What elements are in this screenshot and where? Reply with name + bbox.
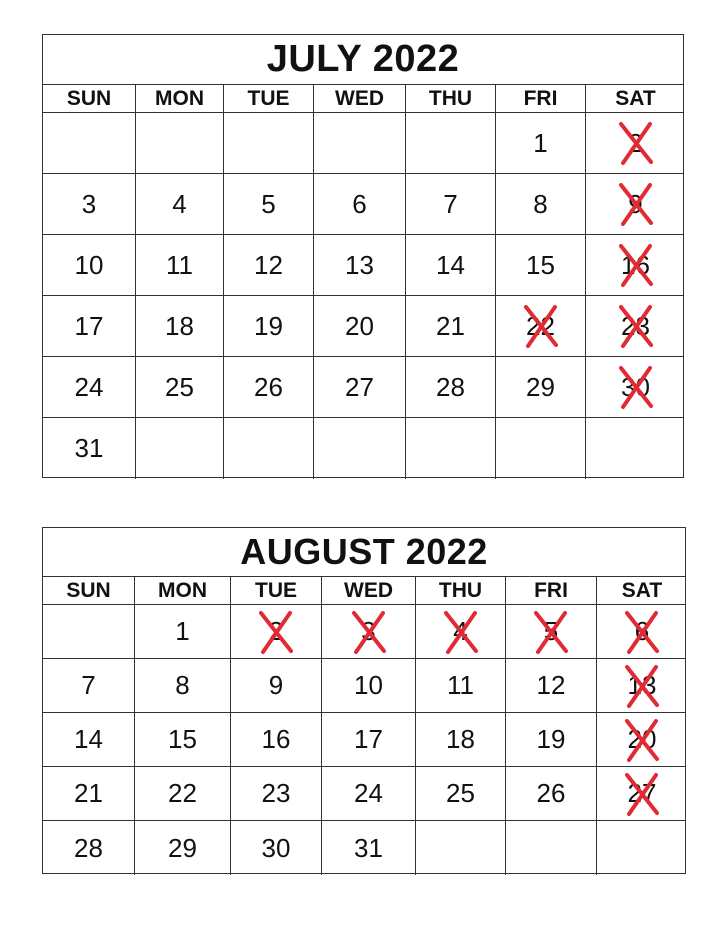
day-cell-30 xyxy=(586,357,685,417)
day-number: 27 xyxy=(627,778,657,808)
red-x-icon xyxy=(532,610,570,654)
weekday-tue: TUE xyxy=(231,577,322,604)
weekday-fri: FRI xyxy=(496,85,586,112)
day-cell-5 xyxy=(506,605,597,658)
day-number: 4 xyxy=(172,188,187,219)
day-cell-15 xyxy=(496,235,586,295)
day-cell-20 xyxy=(597,713,687,766)
day-number: 9 xyxy=(268,670,284,700)
day-cell-4 xyxy=(416,605,506,658)
day-cell-6 xyxy=(314,174,406,234)
day-cell-19 xyxy=(224,296,314,356)
red-x-icon xyxy=(623,772,661,816)
day-cell-3 xyxy=(43,174,136,234)
day-cell-21 xyxy=(43,767,135,820)
day-cell-18 xyxy=(416,713,506,766)
day-number: 31 xyxy=(354,832,383,863)
calendar-august xyxy=(42,527,686,874)
day-number: 10 xyxy=(354,670,383,700)
red-x-icon xyxy=(617,121,655,165)
day-number: 20 xyxy=(345,310,374,341)
day-cell-20 xyxy=(314,296,406,356)
week-row xyxy=(43,418,683,479)
day-number: 14 xyxy=(74,724,103,754)
day-number: 13 xyxy=(627,670,657,700)
day-number: 15 xyxy=(168,724,197,754)
weekday-fri: FRI xyxy=(506,577,597,604)
empty-day-cell xyxy=(43,605,135,658)
day-number: 15 xyxy=(526,249,555,280)
day-number: 7 xyxy=(81,670,96,700)
day-cell-12 xyxy=(506,659,597,712)
day-number: 17 xyxy=(354,724,383,754)
empty-day-cell xyxy=(43,113,136,173)
day-number: 25 xyxy=(446,778,475,808)
day-cell-8 xyxy=(135,659,231,712)
day-cell-11 xyxy=(136,235,224,295)
weekday-thu: THU xyxy=(406,85,496,112)
day-cell-23 xyxy=(231,767,322,820)
day-cell-22 xyxy=(135,767,231,820)
day-number: 1 xyxy=(175,616,190,646)
week-row xyxy=(43,235,683,296)
day-cell-31 xyxy=(43,418,136,479)
day-number: 21 xyxy=(74,778,103,808)
day-cell-13 xyxy=(314,235,406,295)
day-number: 29 xyxy=(526,371,555,402)
day-number: 2 xyxy=(628,127,643,158)
day-cell-27 xyxy=(597,767,687,820)
day-cell-15 xyxy=(135,713,231,766)
red-x-icon xyxy=(617,304,655,348)
day-cell-24 xyxy=(322,767,416,820)
day-number: 30 xyxy=(261,832,291,863)
day-cell-14 xyxy=(43,713,135,766)
day-number: 8 xyxy=(533,188,548,219)
weekday-mon: MON xyxy=(135,577,231,604)
week-row xyxy=(43,113,683,174)
day-number: 16 xyxy=(621,249,650,280)
day-number: 26 xyxy=(254,371,283,402)
day-number: 24 xyxy=(74,371,104,402)
red-x-icon xyxy=(623,610,661,654)
empty-day-cell xyxy=(406,418,496,479)
day-cell-2 xyxy=(586,113,685,173)
week-row xyxy=(43,174,683,235)
empty-day-cell xyxy=(314,113,406,173)
day-cell-21 xyxy=(406,296,496,356)
day-cell-2 xyxy=(231,605,322,658)
day-number: 7 xyxy=(443,188,458,219)
day-number: 18 xyxy=(446,724,475,754)
week-row xyxy=(43,713,685,767)
day-cell-28 xyxy=(406,357,496,417)
day-cell-26 xyxy=(506,767,597,820)
empty-day-cell xyxy=(224,418,314,479)
day-number: 29 xyxy=(168,832,197,863)
red-x-icon xyxy=(623,664,661,708)
day-number: 21 xyxy=(436,310,465,341)
day-number: 13 xyxy=(345,249,374,280)
day-cell-19 xyxy=(506,713,597,766)
red-x-icon xyxy=(617,182,655,226)
day-number: 25 xyxy=(165,371,194,402)
red-x-icon xyxy=(617,243,655,287)
weekday-header-row xyxy=(43,577,685,605)
day-number: 18 xyxy=(165,310,194,341)
week-row xyxy=(43,605,685,659)
day-cell-10 xyxy=(322,659,416,712)
weekday-sat: SAT xyxy=(615,86,656,110)
red-x-icon xyxy=(257,610,295,654)
day-cell-10 xyxy=(43,235,136,295)
day-number: 12 xyxy=(254,249,283,280)
day-cell-14 xyxy=(406,235,496,295)
empty-day-cell xyxy=(136,418,224,479)
week-row xyxy=(43,821,685,875)
day-cell-3 xyxy=(322,605,416,658)
red-x-icon xyxy=(350,610,388,654)
day-number: 23 xyxy=(261,778,291,808)
day-cell-8 xyxy=(496,174,586,234)
day-cell-25 xyxy=(136,357,224,417)
day-cell-17 xyxy=(322,713,416,766)
day-number: 11 xyxy=(166,249,193,280)
weekday-mon: MON xyxy=(136,85,224,112)
day-number: 2 xyxy=(268,616,284,646)
day-number: 19 xyxy=(254,310,283,341)
calendar-july xyxy=(42,34,684,478)
day-cell-1 xyxy=(496,113,586,173)
day-grid xyxy=(43,113,683,477)
week-row xyxy=(43,767,685,821)
empty-day-cell xyxy=(406,113,496,173)
empty-day-cell xyxy=(136,113,224,173)
day-cell-9 xyxy=(586,174,685,234)
day-number: 11 xyxy=(447,670,474,700)
day-number: 28 xyxy=(436,371,465,402)
day-cell-16 xyxy=(231,713,322,766)
day-number: 17 xyxy=(74,310,104,341)
day-cell-25 xyxy=(416,767,506,820)
day-grid xyxy=(43,605,685,873)
day-cell-22 xyxy=(496,296,586,356)
day-cell-11 xyxy=(416,659,506,712)
day-number: 23 xyxy=(621,310,650,341)
day-cell-12 xyxy=(224,235,314,295)
weekday-wed: WED xyxy=(322,577,416,604)
day-number: 5 xyxy=(261,188,276,219)
day-number: 28 xyxy=(74,832,103,863)
weekday-tue: TUE xyxy=(224,85,314,112)
day-cell-4 xyxy=(136,174,224,234)
day-number: 12 xyxy=(536,670,566,700)
empty-day-cell xyxy=(506,821,597,875)
day-cell-30 xyxy=(231,821,322,875)
day-number: 3 xyxy=(361,616,376,646)
day-cell-26 xyxy=(224,357,314,417)
day-number: 24 xyxy=(354,778,383,808)
day-cell-9 xyxy=(231,659,322,712)
day-cell-13 xyxy=(597,659,687,712)
weekday-sun: SUN xyxy=(43,577,135,604)
day-number: 14 xyxy=(436,249,465,280)
day-number: 4 xyxy=(453,616,468,646)
red-x-icon xyxy=(623,718,661,762)
weekday-sun: SUN xyxy=(43,85,136,112)
red-x-icon xyxy=(617,365,655,409)
day-cell-28 xyxy=(43,821,135,875)
day-cell-23 xyxy=(586,296,685,356)
day-number: 8 xyxy=(175,670,190,700)
day-cell-1 xyxy=(135,605,231,658)
day-cell-5 xyxy=(224,174,314,234)
day-number: 27 xyxy=(345,371,374,402)
day-cell-29 xyxy=(135,821,231,875)
day-number: 1 xyxy=(533,127,548,158)
day-cell-17 xyxy=(43,296,136,356)
day-number: 30 xyxy=(621,371,650,402)
day-cell-6 xyxy=(597,605,687,658)
week-row xyxy=(43,357,683,418)
day-number: 6 xyxy=(352,188,367,219)
weekday-wed: WED xyxy=(314,85,406,112)
empty-day-cell xyxy=(496,418,586,479)
day-number: 16 xyxy=(261,724,291,754)
day-number: 22 xyxy=(526,310,555,341)
day-number: 10 xyxy=(74,249,104,280)
day-number: 19 xyxy=(536,724,566,754)
weekday-header-row xyxy=(43,85,683,113)
red-x-icon xyxy=(442,610,480,654)
weekday-sat: SAT xyxy=(621,578,663,602)
day-number: 22 xyxy=(168,778,197,808)
day-number: 20 xyxy=(627,724,657,754)
day-number: 6 xyxy=(634,616,650,646)
month-title: AUGUST 2022 xyxy=(43,528,685,577)
day-number: 5 xyxy=(543,616,559,646)
week-row xyxy=(43,296,683,357)
empty-day-cell xyxy=(416,821,506,875)
day-cell-31 xyxy=(322,821,416,875)
empty-day-cell xyxy=(597,821,687,875)
week-row xyxy=(43,659,685,713)
empty-day-cell xyxy=(586,418,685,479)
day-cell-24 xyxy=(43,357,136,417)
day-cell-27 xyxy=(314,357,406,417)
day-number: 3 xyxy=(81,188,97,219)
red-x-icon xyxy=(522,304,560,348)
empty-day-cell xyxy=(314,418,406,479)
day-cell-7 xyxy=(406,174,496,234)
day-cell-16 xyxy=(586,235,685,295)
day-number: 26 xyxy=(536,778,566,808)
day-cell-29 xyxy=(496,357,586,417)
day-cell-7 xyxy=(43,659,135,712)
day-number: 31 xyxy=(74,433,104,463)
day-number: 9 xyxy=(628,188,643,219)
month-title: JULY 2022 xyxy=(43,35,683,85)
empty-day-cell xyxy=(224,113,314,173)
weekday-thu: THU xyxy=(416,577,506,604)
day-cell-18 xyxy=(136,296,224,356)
